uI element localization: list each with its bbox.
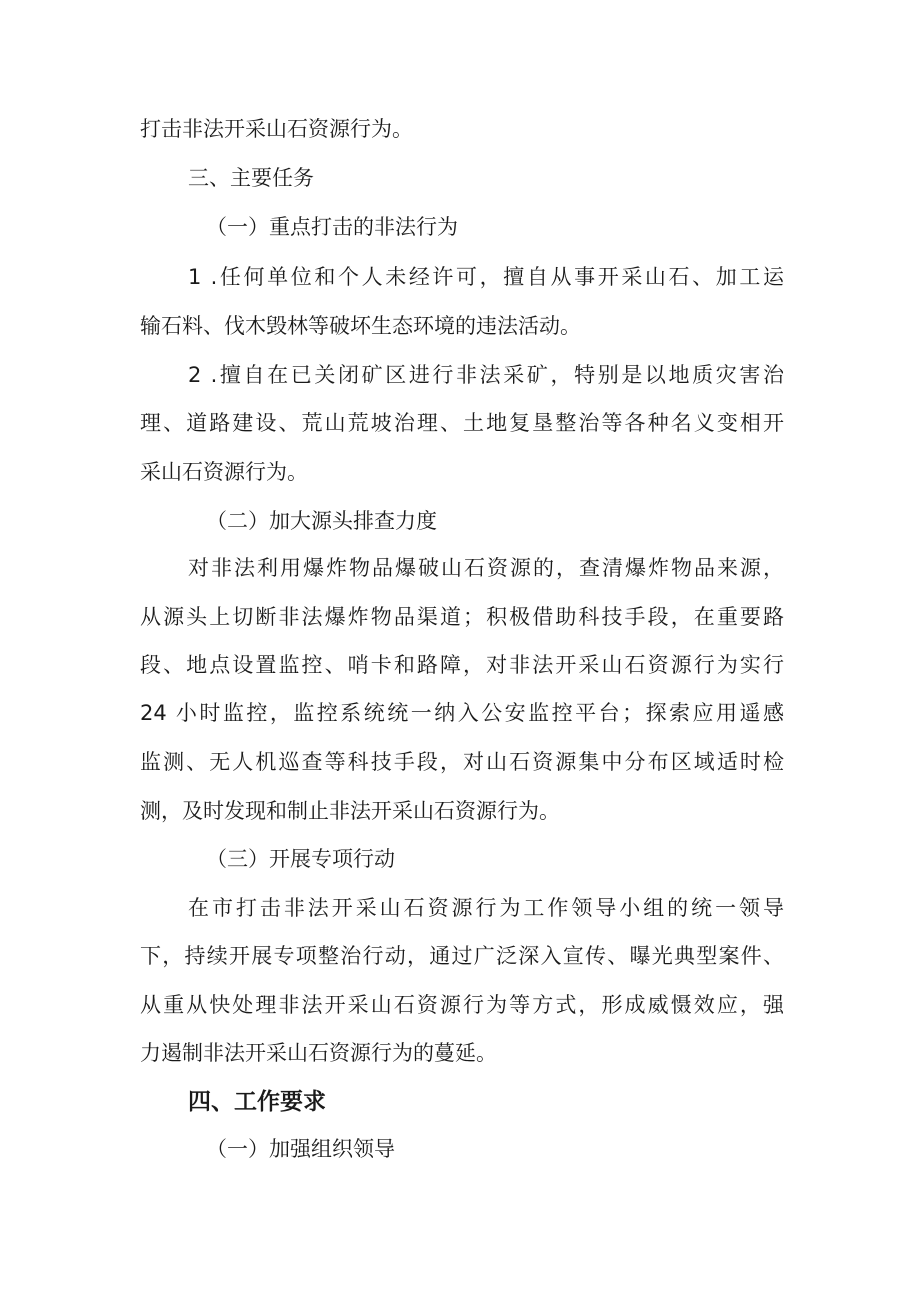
subsection-heading-key-crackdown: （一）重点打击的非法行为 [206,215,458,239]
paragraph-line: 段、地点设置监控、哨卡和路障，对非法开采山石资源行为实行 [140,653,784,677]
paragraph-line: 监测、无人机巡查等科技手段，对山石资源集中分布区域适时检 [140,750,784,774]
paragraph-line: 下，持续开展专项整治行动，通过广泛深入宣传、曝光典型案件、 [140,944,784,968]
subsection-heading-organization: （一）加强组织领导 [206,1137,395,1161]
paragraph-line: 测，及时发现和制止非法开采山石资源行为。 [140,799,560,823]
paragraph-line: 打击非法开采山石资源行为。 [140,117,413,141]
paragraph-line: 从重从快处理非法开采山石资源行为等方式，形成威慑效应，强 [140,993,784,1017]
paragraph-line: 24 小时监控，监控系统统一纳入公安监控平台；探索应用遥感 [140,701,784,725]
paragraph-line: 对非法利用爆炸物品爆破山石资源的，查清爆炸物品来源， [188,556,784,580]
paragraph-line: 力遏制非法开采山石资源行为的蔓延。 [140,1041,497,1065]
list-item-2-line: 2 .擅自在已关闭矿区进行非法采矿，特别是以地质灾害治 [188,363,784,387]
list-item-2-line: 理、道路建设、荒山荒坡治理、土地复垦整治等各种名义变相开 [140,411,784,435]
section-heading-work-requirements: 四、工作要求 [188,1089,326,1115]
paragraph-line: 从源头上切断非法爆炸物品渠道；积极借助科技手段，在重要路 [140,605,784,629]
paragraph-line: 在市打击非法开采山石资源行为工作领导小组的统一领导 [188,896,784,920]
subsection-heading-source-check: （二）加大源头排查力度 [206,509,437,533]
section-heading-main-tasks: 三、主要任务 [188,166,314,190]
list-item-2-line: 采山石资源行为。 [140,460,308,484]
list-item-1-line: 输石料、伐木毁林等破坏生态环境的违法活动。 [140,314,581,338]
list-item-1-line: 1 .任何单位和个人未经许可，擅自从事开采山石、加工运 [188,265,784,289]
subsection-heading-special-action: （三）开展专项行动 [206,847,395,871]
